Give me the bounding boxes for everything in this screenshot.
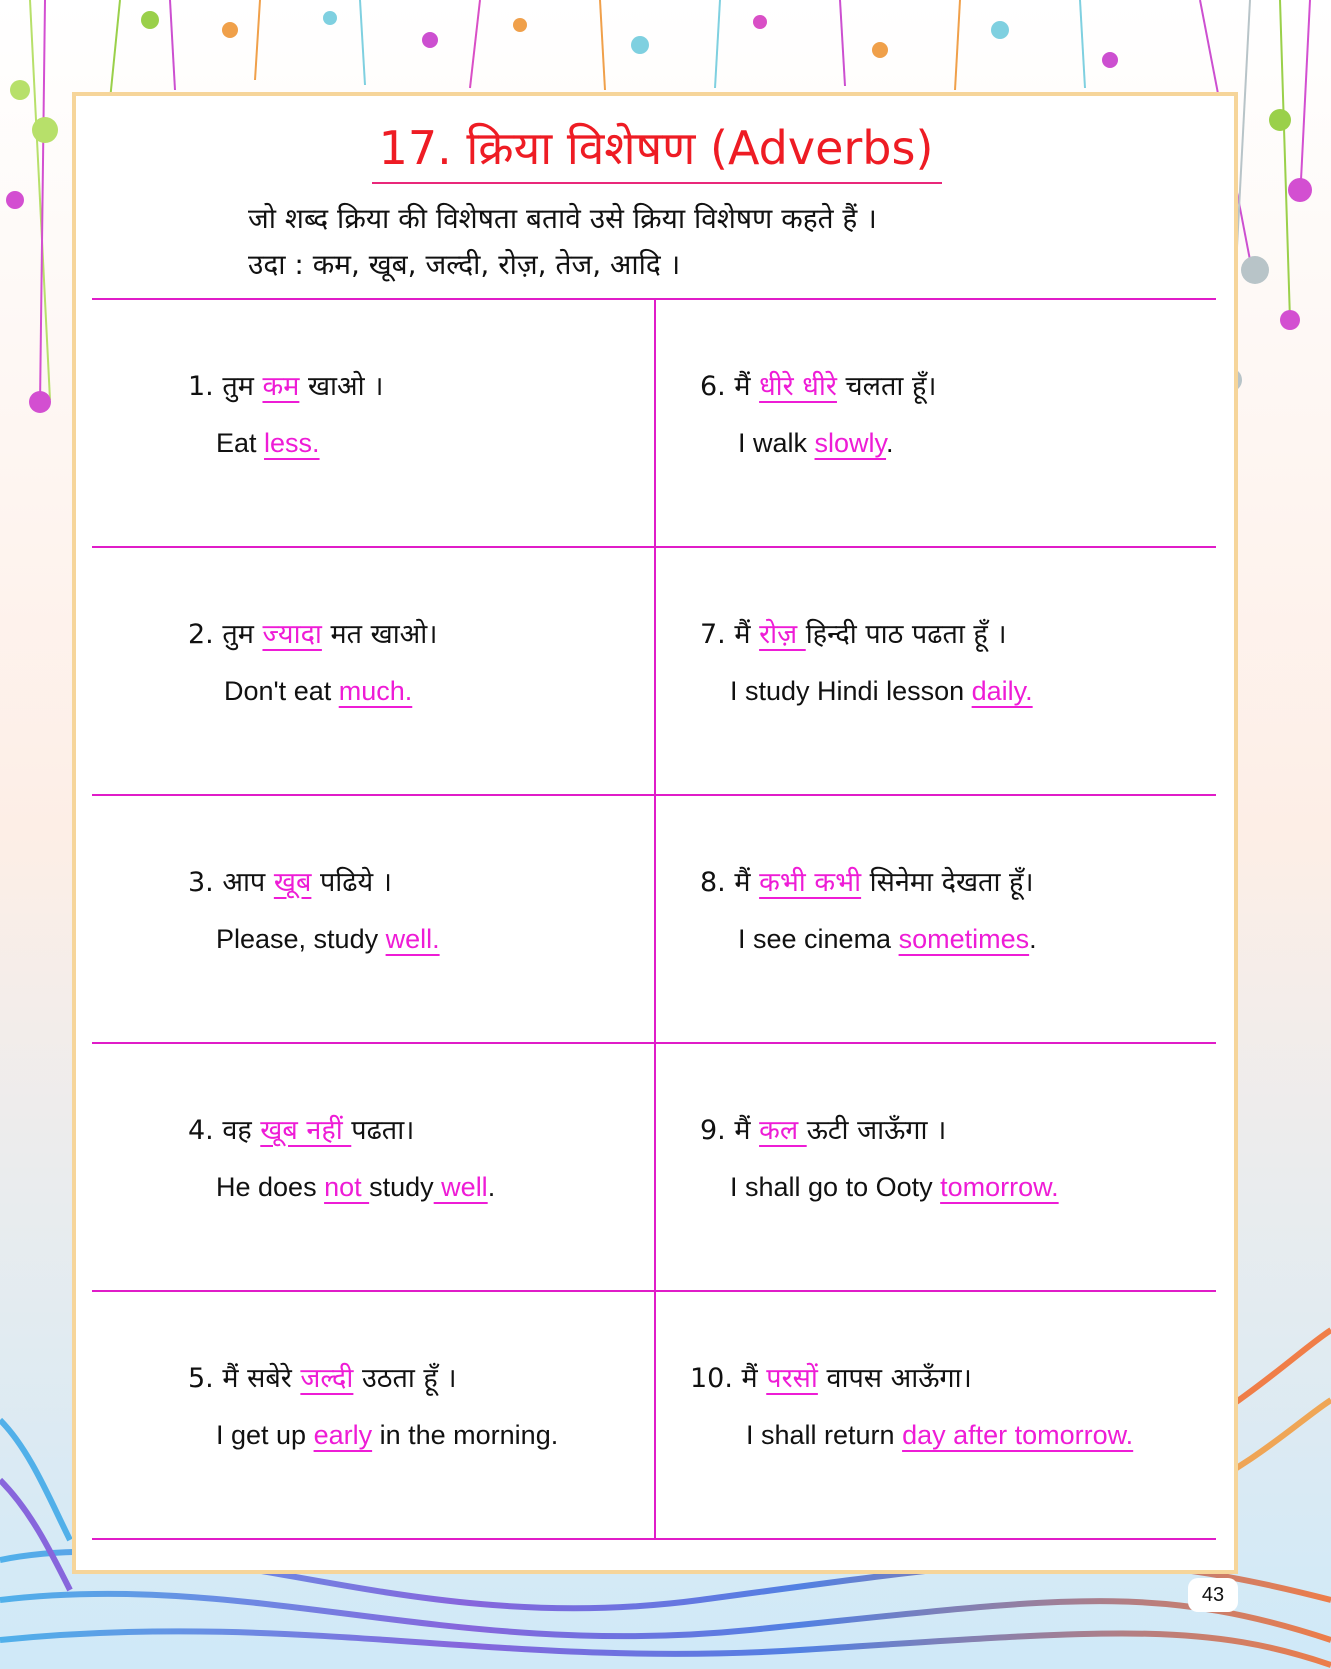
page-number: 43 bbox=[1188, 1578, 1238, 1612]
english-translation: I get up early in the morning. bbox=[216, 1420, 559, 1450]
english-translation: I shall return day after tomorrow. bbox=[746, 1420, 1134, 1450]
hindi-sentence: 4. वह खूब नहीं पढता। bbox=[188, 1115, 415, 1146]
hindi-sentence: 7. मैं रोज़ हिन्दी पाठ पढता हूँ । bbox=[700, 619, 1007, 650]
hindi-sentence: 3. आप खूब पढिये । bbox=[188, 867, 392, 898]
examples-text: उदा : कम, खूब, जल्दी, रोज़, तेज, आदि । bbox=[248, 248, 681, 281]
example-cell-7 bbox=[656, 546, 1216, 794]
example-cell-1 bbox=[92, 298, 652, 546]
english-translation: Please, study well. bbox=[216, 924, 440, 954]
intro-text bbox=[248, 196, 877, 288]
example-cell-3 bbox=[92, 794, 652, 1042]
hindi-sentence: 8. मैं कभी कभी सिनेमा देखता हूँ। bbox=[700, 867, 1034, 898]
hindi-sentence: 9. मैं कल ऊटी जाऊँगा । bbox=[700, 1115, 947, 1146]
english-translation: I walk slowly. bbox=[738, 428, 894, 458]
english-translation: He does not study well. bbox=[216, 1172, 496, 1202]
example-cell-5 bbox=[92, 1290, 652, 1538]
english-translation: I see cinema sometimes. bbox=[738, 924, 1037, 954]
english-translation: Don't eat much. bbox=[224, 676, 413, 706]
english-translation: Eat less. bbox=[216, 428, 320, 458]
hindi-sentence: 1. तुम कम खाओ । bbox=[188, 371, 384, 402]
example-cell-6 bbox=[656, 298, 1216, 546]
examples-grid bbox=[92, 298, 1216, 1538]
worksheet-panel bbox=[72, 92, 1238, 1574]
example-cell-2 bbox=[92, 546, 652, 794]
hindi-sentence: 2. तुम ज्यादा मत खाओ। bbox=[188, 619, 438, 650]
page-title: 17. क्रिया विशेषण (Adverbs) bbox=[378, 121, 934, 175]
english-translation: I shall go to Ooty tomorrow. bbox=[730, 1172, 1059, 1202]
example-cell-10 bbox=[656, 1290, 1216, 1538]
hindi-sentence: 10. मैं परसों वापस आऊँगा। bbox=[690, 1363, 972, 1394]
example-cell-9 bbox=[656, 1042, 1216, 1290]
example-cell-8 bbox=[656, 794, 1216, 1042]
hindi-sentence: 5. मैं सबेरे जल्दी उठता हूँ । bbox=[188, 1363, 457, 1394]
hindi-sentence: 6. मैं धीरे धीरे चलता हूँ। bbox=[700, 371, 937, 402]
example-cell-4 bbox=[92, 1042, 652, 1290]
english-translation: I study Hindi lesson daily. bbox=[730, 676, 1033, 706]
definition-text: जो शब्द क्रिया की विशेषता बतावे उसे क्रिया विशेषण कहते हैं । bbox=[248, 202, 877, 235]
title-underline bbox=[372, 182, 942, 184]
